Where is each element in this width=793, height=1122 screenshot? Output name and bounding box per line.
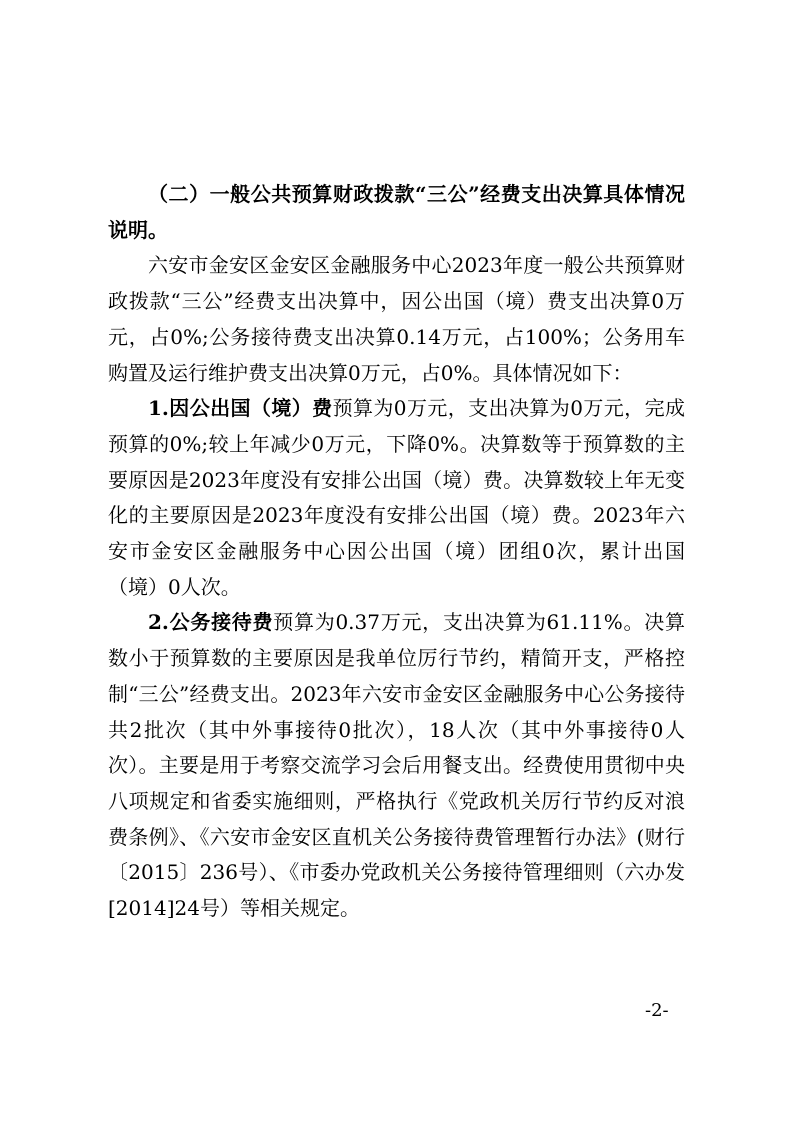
- item-paragraph-reception: [108, 605, 685, 926]
- item-text-reception: 预算为0.37万元，支出决算为61.11%。决算数小于预算数的主要原因是我单位厉行节约，精简开支，严格控制“三公”经费支出。2023年六安市金安区金融服务中心公务接待共2批次（其中外事接待0批次），18人次（其中外事接待0人次）。主要是用于考察交流学习会后用餐支出。经费使用贯彻中央八项规定和省委实施细则，严格执行《党政机关厉行节约反对浪费条例》、《六安市金安区直机关公务接待费管理暂行办法》(财行〔2015〕236号）、《市委办党政机关公务接待管理细则（六办发[2014]24号）等相关规定。: [108, 610, 685, 921]
- item-title-reception: 2.公务接待费: [148, 610, 274, 635]
- item-title-overseas: 1.因公出国（境）费: [148, 396, 333, 421]
- document-body: [108, 177, 685, 927]
- page-number: -2-: [645, 1000, 669, 1021]
- section-heading: （二）一般公共预算财政拨款“三公”经费支出决算具体情况说明。: [108, 182, 685, 242]
- intro-paragraph: 六安市金安区金安区金融服务中心2023年度一般公共预算财政拨款“三公”经费支出决算中，因公出国（境）费支出决算0万元，占0%;公务接待费支出决算0.14万元，占100%；公务用车购置及运行维护费支出决算0万元，占0%。具体情况如下：: [108, 253, 685, 385]
- item-paragraph-overseas: [108, 391, 685, 605]
- item-text-overseas: 预算为0万元，支出决算为0万元，完成预算的0%;较上年减少0万元，下降0%。决算数等于预算数的主要原因是2023年度没有安排公出国（境）费。决算数较上年无变化的主要原因是2023年度没有安排公出国（境）费。2023年六安市金安区金融服务中心因公出国（境）团组0次，累计出国（境）0人次。: [108, 396, 685, 599]
